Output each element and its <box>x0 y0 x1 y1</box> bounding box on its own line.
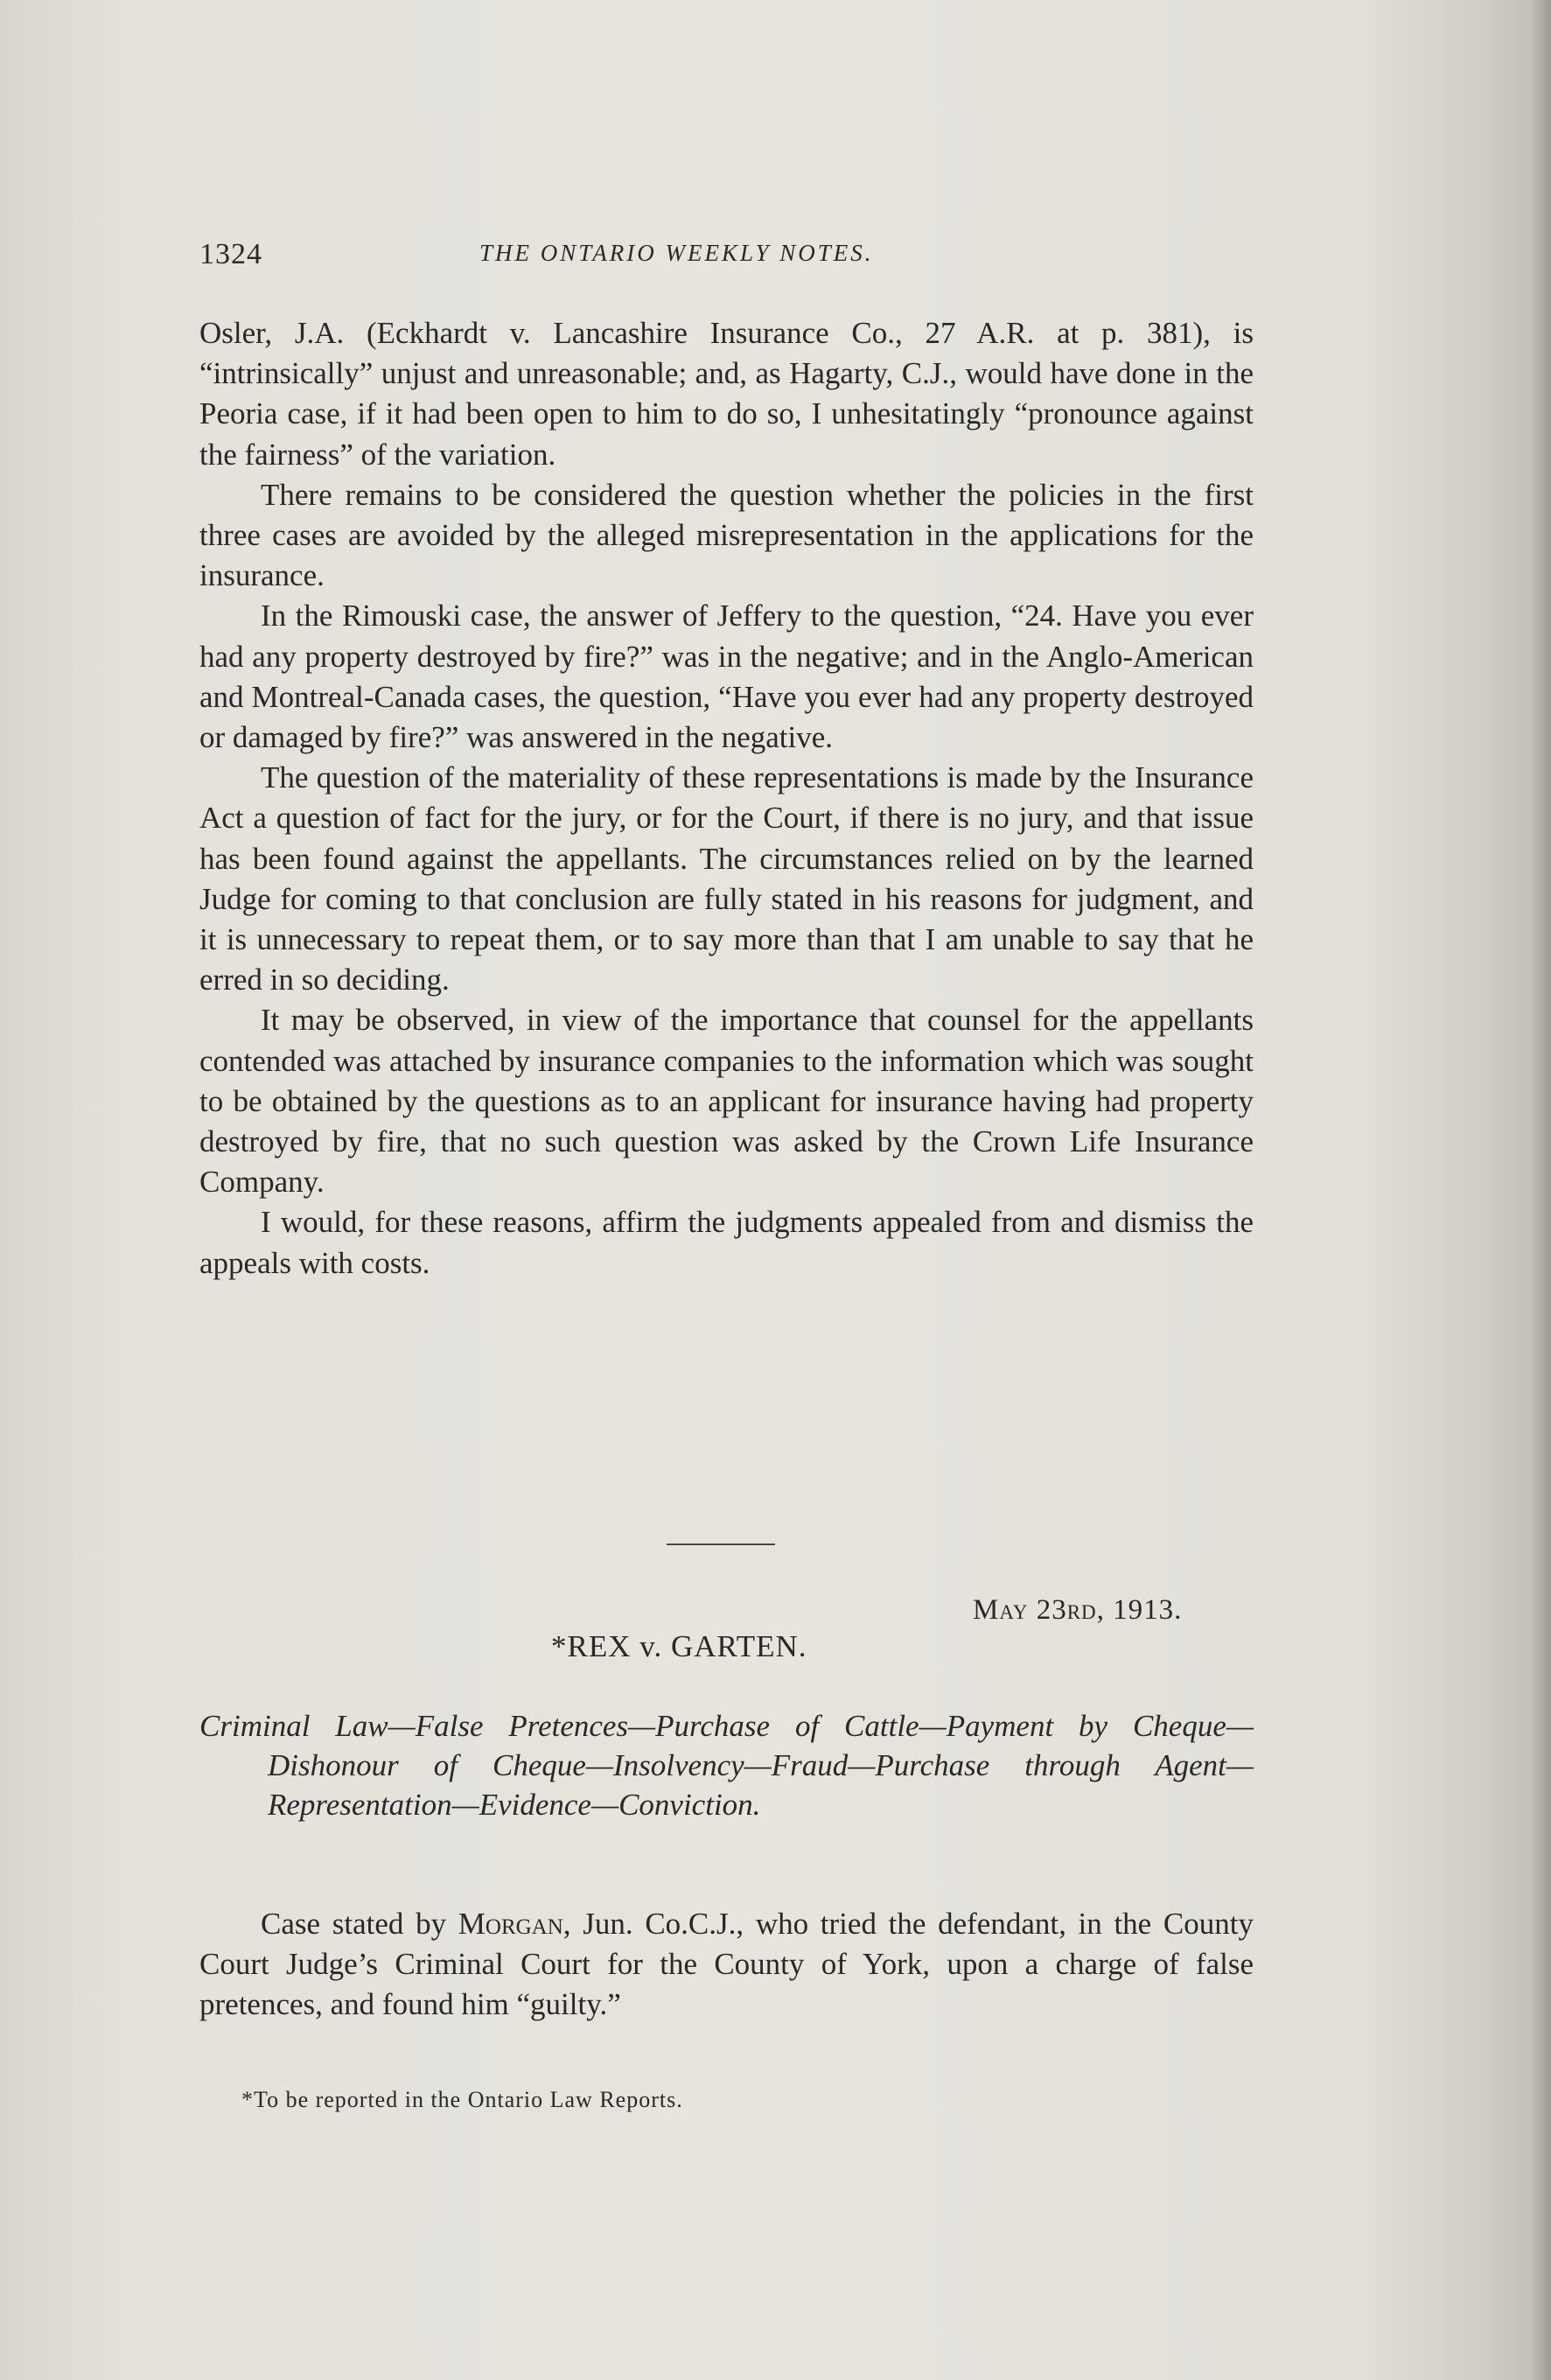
headnote-text: Criminal Law—False Pretences—Purchase of Cattle—Payment by Cheque—Dishonour of Cheque—Insolvency—Fraud—Purchase through Agent—Representation—Evidence—Conviction. <box>199 1709 1254 1822</box>
case-title: *REX v. GARTEN. <box>551 1629 807 1663</box>
section-divider <box>667 1544 775 1545</box>
page-header <box>199 238 1249 282</box>
paragraph-continuation: Osler, J.A. (Eckhardt v. Lancashire Insurance Co., 27 A.R. at p. 381), is “intrinsically” unjust and unreasonable; and, as Hagarty, C.J., would have done in the Peoria case, if it had been open to him to do so, I unhesitatingly “pronounce against the fairness” of the variation. <box>199 316 1254 472</box>
paragraph-misrepresentation: There remains to be considered the question whether the policies in the first three cases are avoided by the alleged misrepresentation in the applications for the insurance. <box>199 477 1254 593</box>
case-date-month: May <box>973 1594 1029 1626</box>
case-date <box>973 1594 1182 1627</box>
case-date-day: 23rd <box>1036 1594 1097 1626</box>
case-date-year: , 1913. <box>1096 1594 1183 1626</box>
footnote: *To be reported in the Ontario Law Reports. <box>241 2087 683 2112</box>
statement-lead: Case stated by <box>261 1907 458 1941</box>
judgment-text <box>199 313 1254 1284</box>
running-title: THE ONTARIO WEEKLY NOTES. <box>479 240 874 266</box>
paragraph-observation: It may be observed, in view of the importance that counsel for the appellants contended was attached by insurance companies to the information which was sought to be obtained by the questions as to an applicant for insurance having had property destroyed by fire, that no such question was asked by the Crown Life Insurance Company. <box>199 1003 1254 1200</box>
statement-judge: Morgan <box>458 1907 563 1941</box>
page-number: 1324 <box>199 238 262 270</box>
paragraph-materiality: The question of the materiality of these representations is made by the Insurance Act a question of fact for the jury, or for the Court, if there is no jury, and that issue has been found against the appellants. The circumstances relied on by the learned Judge for coming to that conclusion are fully stated in his reasons for judgment, and it is unnecessary to repeat them, or to say more than that I am unable to say that he erred in so deciding. <box>199 760 1254 998</box>
case-statement <box>199 1904 1254 2025</box>
case-headnote <box>199 1706 1254 1824</box>
paragraph-conclusion: I would, for these reasons, affirm the judgments appealed from and dismiss the appeals with costs. <box>199 1205 1254 1280</box>
paragraph-rimouski: In the Rimouski case, the answer of Jeffery to the question, “24. Have you ever had any property destroyed by fire?” was in the negative; and in the Anglo-American and Montreal-Canada cases, the question, “Have you ever had any property destroyed or damaged by fire?” was answered in the negative. <box>199 598 1254 755</box>
statement-rest: , Jun. Co.C.J., who tried the defendant, in the County Court Judge’s Criminal Court for the County of York, upon a charge of false pretences, and found him “guilty.” <box>199 1907 1254 2021</box>
